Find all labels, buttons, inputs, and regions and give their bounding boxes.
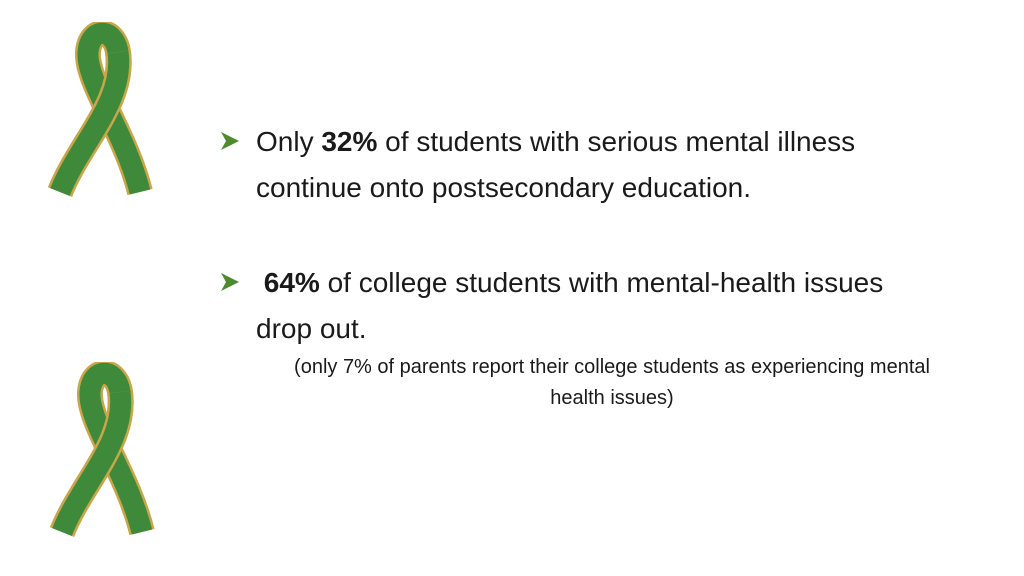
bullet-stat: 64%: [263, 267, 320, 298]
footnote: [232, 352, 992, 414]
bullet-text-line2: continue onto postsecondary education.: [256, 172, 752, 203]
bullet-text: [256, 267, 264, 298]
mental-health-ribbon-icon: [40, 22, 170, 207]
bullet-text-line2: drop out.: [256, 313, 367, 344]
footnote-line: health issues): [550, 387, 674, 409]
bullet-item: [220, 119, 855, 211]
bullet-item: [220, 260, 883, 352]
arrowhead-bullet-icon: [220, 272, 240, 292]
bullet-text: of college students with mental-health issues: [319, 267, 884, 298]
bullet-text: of students with serious mental illness: [377, 126, 856, 157]
bullet-text: Only: [256, 126, 322, 157]
bullet-stat: 32%: [321, 126, 378, 157]
footnote-line: (only 7% of parents report their college students as experiencing mental: [294, 356, 930, 378]
mental-health-ribbon-icon: [42, 362, 172, 547]
arrowhead-bullet-icon: [220, 131, 240, 151]
